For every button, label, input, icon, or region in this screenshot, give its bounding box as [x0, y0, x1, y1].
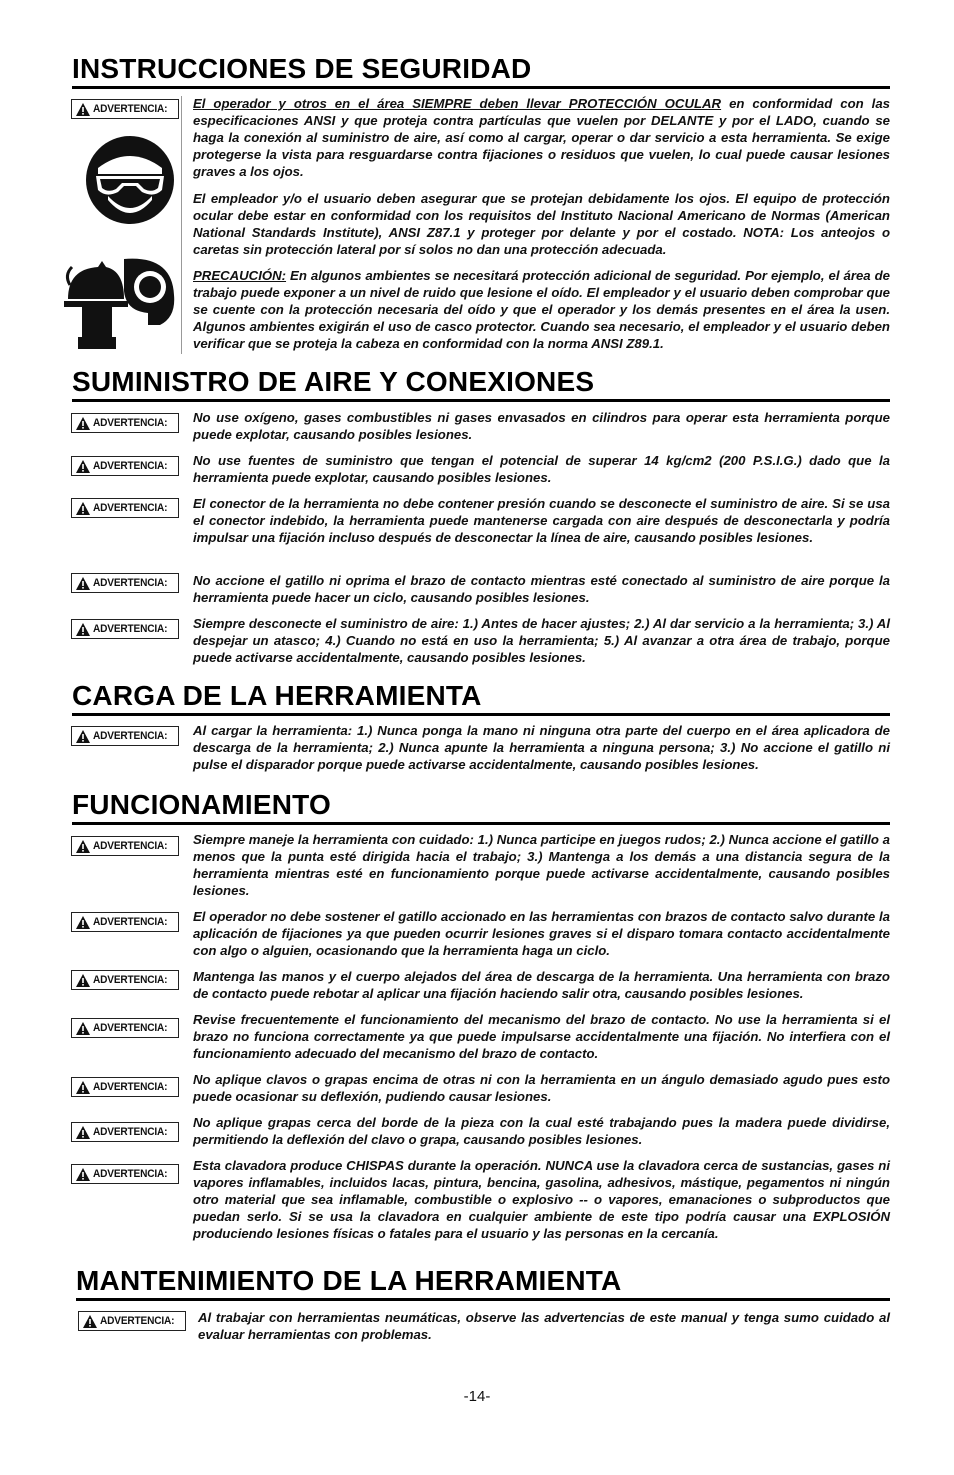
warning-badge-label: ADVERTENCIA: [100, 1315, 175, 1327]
warning-triangle-icon [76, 840, 90, 853]
warning-badge-label: ADVERTENCIA: [93, 840, 168, 852]
warning-badge [71, 498, 179, 518]
warning-badge-label: ADVERTENCIA: [93, 502, 168, 514]
operation-warning-2: El operador no debe sostener el gatillo accionado en las herramientas con brazos de contacto salvo durante la aplicación de fijaciones ya que pueden ocurrir lesiones graves si el disparo tomara contacto accidentalmente con algo o alguien, ocasionando que la herramienta haga un ciclo. [193, 909, 890, 958]
warning-badge-label: ADVERTENCIA: [93, 1126, 168, 1138]
divider-line [181, 96, 182, 354]
air-warning-1: No use oxígeno, gases combustibles ni gases envasados en cilindros para operar esta herramienta porque puede explotar, causando posibles lesiones. [193, 410, 890, 442]
warning-badge [71, 912, 179, 932]
hearing-head-protection-icon [62, 255, 180, 351]
warning-triangle-icon [76, 916, 90, 929]
section-title-loading: CARGA DE LA HERRAMIENTA [72, 681, 890, 716]
section-title-safety: INSTRUCCIONES DE SEGURIDAD [72, 54, 890, 89]
air-warning-3: El conector de la herramienta no debe contener presión cuando se desconecte el suministro de aire. Si se usa el conector indebido, la herramienta puede mantenerse cargada con aire después de desconectarla y podría impulsar una fijación incluso después de desconectar la línea de aire, causando posibles lesiones. [193, 496, 890, 545]
section-title-operation: FUNCIONAMIENTO [72, 790, 890, 825]
eye-protection-icon [84, 134, 176, 226]
operation-warning-3: Mantenga las manos y el cuerpo alejados del área de descarga de la herramienta. Una herramienta con brazo de contacto puede rebotar al aplicar una fijación haciendo salir otra, causando posibles lesiones. [193, 969, 890, 1001]
warning-triangle-icon [83, 1315, 97, 1328]
warning-badge-label: ADVERTENCIA: [93, 1081, 168, 1093]
safety-paragraph-3 [193, 267, 890, 352]
warning-badge [71, 573, 179, 593]
air-warning-5: Siempre desconecte el suministro de aire: 1.) Antes de hacer ajustes; 2.) Al dar servicio a la herramienta; 3.) Al despejar un atasco; 4.) Cuando no está en uso la herramienta; 5.) Al avanzar a otra área de trabajo, porque puede activarse accidentalmente, causando posibles lesiones. [193, 616, 890, 665]
warning-badge [71, 1122, 179, 1142]
warning-badge [71, 99, 179, 119]
warning-triangle-icon [76, 974, 90, 987]
page-number: -14- [463, 1388, 491, 1405]
operation-warning-5: No aplique clavos o grapas encima de otras ni con la herramienta en un ángulo demasiado agudo pues esto puede ocasionar su deflexión, pudiendo causar lesiones. [193, 1072, 890, 1104]
operation-warning-4: Revise frecuentemente el funcionamiento del mecanismo del brazo de contacto. No use la herramienta si el brazo no funciona correctamente ya que puede impulsarse accidentalmente una fijación. No interfiera con el funcionamiento adecuado del mecanismo del brazo de contacto. [193, 1012, 890, 1061]
air-warning-4: No accione el gatillo ni oprima el brazo de contacto mientras esté conectado al suministro de aire porque la herramienta puede hacer un ciclo, causando posibles lesiones. [193, 573, 890, 605]
warning-badge-label: ADVERTENCIA: [93, 1168, 168, 1180]
warning-badge [71, 1164, 179, 1184]
warning-badge-label: ADVERTENCIA: [93, 103, 168, 115]
eye-protection-requirement: El operador y otros en el área SIEMPRE deben llevar PROTECCIÓN OCULAR [193, 96, 722, 111]
warning-badge [71, 970, 179, 990]
warning-triangle-icon [76, 103, 90, 116]
safety-paragraph-3-text: En algunos ambientes se necesitará protección adicional de seguridad. Por ejemplo, el área de trabajo puede exponer a un nivel de ruido que lesione el oído. El empleador y el usuario deben comprobar que se cuente con la protección necesaria del oído y que el operador y los demás presentes en el área la usen. Algunos ambientes exigirán el uso de casco protector. Cuando sea necesario, el empleador y el usuario deben verificar que se proteja la cabeza en conformidad con la norma ANSI Z89.1. [193, 268, 890, 351]
safety-paragraph-1-text: en conformidad con las especificaciones ANSI y que proteja contra partículas que vuelen por DELANTE y por el LADO, cuando se haga la conexión al suministro de aire, así como al cargar, operar o dar servicio a esta herramienta. Se exige protegerse la vista para resguardarse contra fijaciones o residuos que vuelen, lo cual puede causar lesiones graves a los ojos. [193, 96, 890, 179]
warning-triangle-icon [76, 1126, 90, 1139]
warning-badge [71, 1077, 179, 1097]
maintenance-warning-1: Al trabajar con herramientas neumáticas, observe las advertencias de este manual y tenga sumo cuidado al evaluar herramientas con problemas. [198, 1310, 890, 1342]
operation-warning-6: No aplique grapas cerca del borde de la pieza con la cual esté trabajando pues la madera puede dividirse, permitiendo la deflexión del clavo o grapa, causando posibles lesiones. [193, 1115, 890, 1147]
section-title-maintenance: MANTENIMIENTO DE LA HERRAMIENTA [76, 1266, 890, 1301]
warning-badge-label: ADVERTENCIA: [93, 974, 168, 986]
warning-triangle-icon [76, 1168, 90, 1181]
warning-triangle-icon [76, 502, 90, 515]
loading-warning-1: Al cargar la herramienta: 1.) Nunca ponga la mano ni ninguna otra parte del cuerpo en el área aplicadora de descarga de la herramienta; 2.) Nunca apunte la herramienta a ninguna persona; 3.) No accione el gatillo ni pulse el disparador porque puede activarse accidentalmente, causando posibles lesiones. [193, 723, 890, 772]
safety-paragraph-1 [193, 95, 890, 180]
warning-badge-label: ADVERTENCIA: [93, 730, 168, 742]
air-warning-2: No use fuentes de suministro que tengan el potencial de superar 14 kg/cm2 (200 P.S.I.G.) dado que la herramienta puede explotar, causando posibles lesiones. [193, 453, 890, 485]
warning-triangle-icon [76, 1022, 90, 1035]
warning-triangle-icon [76, 417, 90, 430]
warning-badge-label: ADVERTENCIA: [93, 460, 168, 472]
caution-label: PRECAUCIÓN: [193, 268, 287, 283]
warning-triangle-icon [76, 460, 90, 473]
warning-triangle-icon [76, 1081, 90, 1094]
operation-warning-1: Siempre maneje la herramienta con cuidado: 1.) Nunca participe en juegos rudos; 2.) Nunca accione el gatillo a menos que la punta esté dirigida hacia el trabajo; 3.) Mantenga a los demás a una distancia segura de la herramienta mientras esté en funcionamiento porque puede activarse accidentalmente, causando posibles lesiones. [193, 832, 890, 898]
warning-badge [78, 1311, 186, 1331]
warning-triangle-icon [76, 623, 90, 636]
warning-badge [71, 726, 179, 746]
warning-badge-label: ADVERTENCIA: [93, 1022, 168, 1034]
warning-badge [71, 1018, 179, 1038]
warning-triangle-icon [76, 577, 90, 590]
warning-badge-label: ADVERTENCIA: [93, 623, 168, 635]
warning-badge [71, 456, 179, 476]
warning-triangle-icon [76, 730, 90, 743]
warning-badge-label: ADVERTENCIA: [93, 417, 168, 429]
warning-badge [71, 413, 179, 433]
warning-badge-label: ADVERTENCIA: [93, 577, 168, 589]
section-title-air: SUMINISTRO DE AIRE Y CONEXIONES [72, 367, 890, 402]
safety-paragraph-2: El empleador y/o el usuario deben asegurar que se protejan debidamente los ojos. El equipo de protección ocular debe estar en conformidad con los requisitos del Instituto Nacional Americano de Normas (American National Standards Institute), ANSI Z87.1 y proteger por delante y por el costado. NOTA: Los anteojos o caretas sin protección lateral por sí solos no dan una protección adecuada. [193, 191, 890, 257]
warning-badge [71, 836, 179, 856]
warning-badge-label: ADVERTENCIA: [93, 916, 168, 928]
warning-badge [71, 619, 179, 639]
operation-warning-7: Esta clavadora produce CHISPAS durante la operación. NUNCA use la clavadora cerca de sustancias, gases ni vapores inflamables, incluidos lacas, pintura, bencina, gasolina, adhesivos, mástique, pegamentos ni ningún otro material que sea inflamable, combustible o explosivo -- o vapores, emanaciones o subproductos que puedan serlo. Si se usa la clavadora en cualquier ambiente de este tipo podría causar una EXPLOSIÓN produciendo lesiones físicas o fatales para el usuario y las personas en la cercanía. [193, 1158, 890, 1241]
